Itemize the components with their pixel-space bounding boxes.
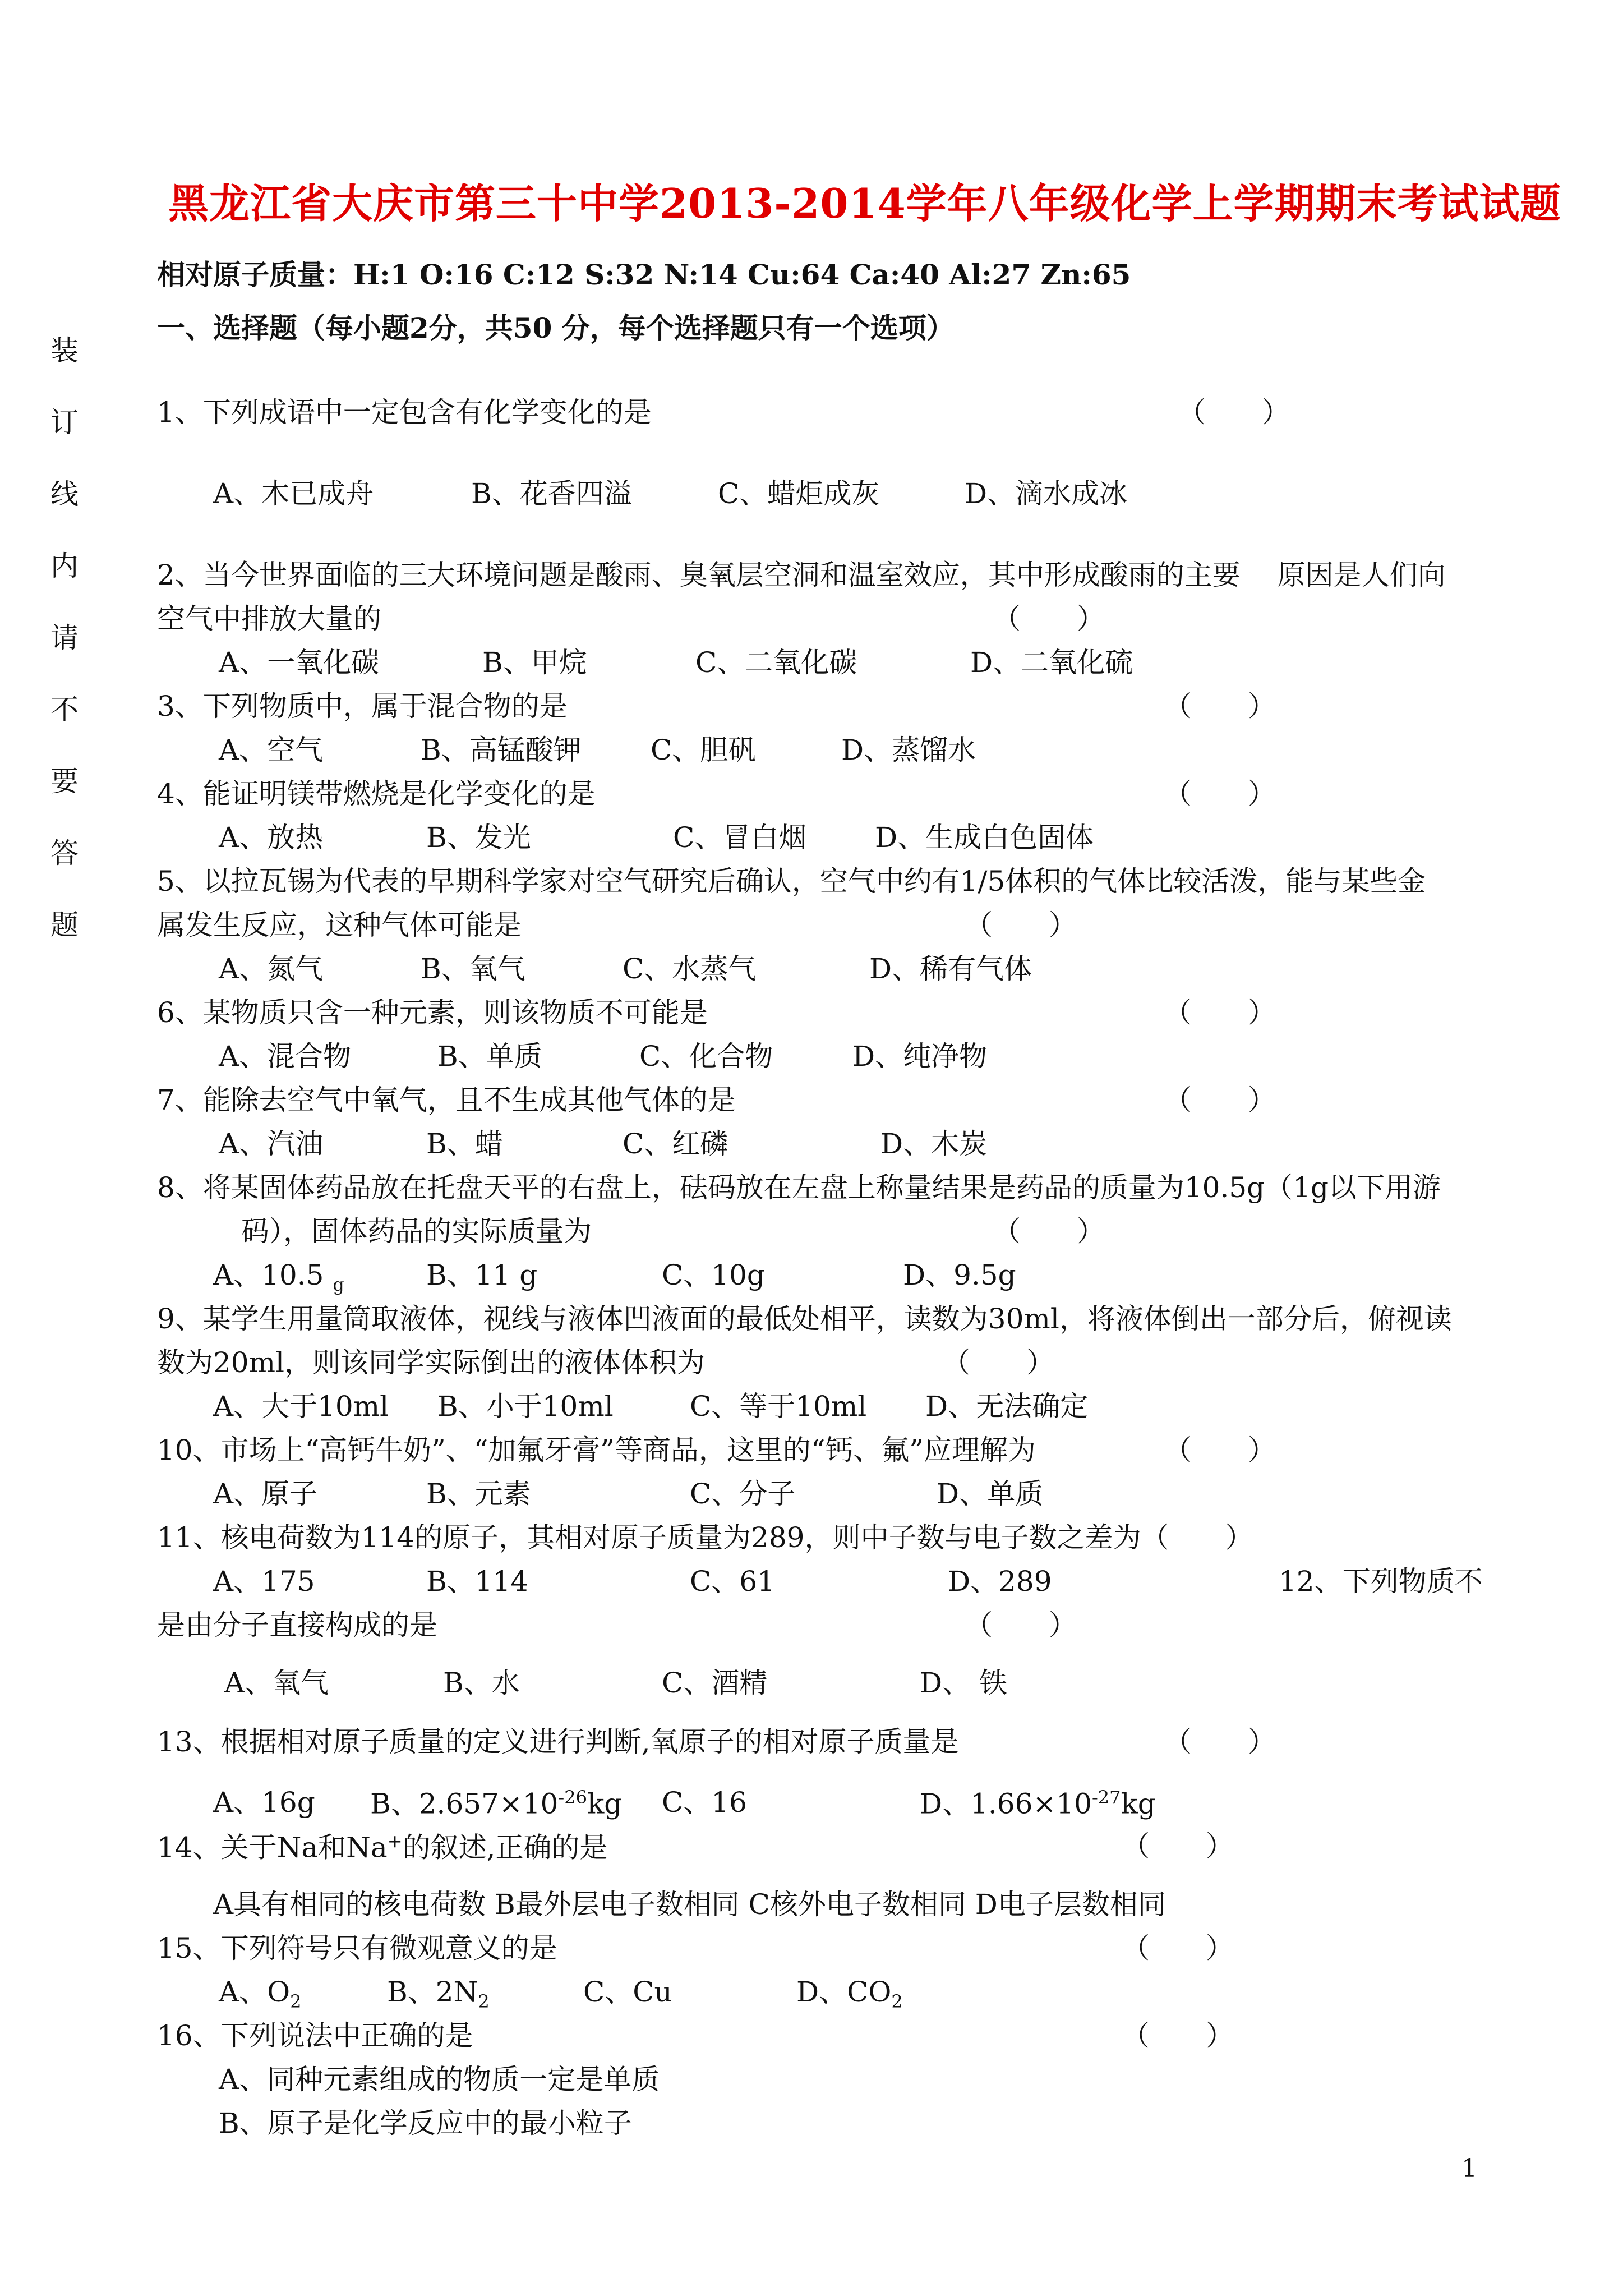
q15-a-sub: 2: [290, 1991, 302, 2012]
q13-d-exponent: -27: [1091, 1787, 1121, 1808]
answer-blank: （ ）: [1122, 2019, 1234, 2052]
q1-option-d: D、滴水成冰: [965, 477, 1128, 510]
answer-blank: （ ）: [1164, 1434, 1276, 1466]
q12-option-d: D、 铁: [920, 1667, 1007, 1699]
q15-option-d: [796, 1978, 903, 2010]
q5-option-a: A、氮气: [219, 953, 324, 985]
q5-option-b: B、氧气: [421, 953, 525, 985]
q9-option-b: B、小于10ml: [437, 1390, 614, 1423]
q11-option-d: D、289: [948, 1565, 1052, 1598]
q13-option-b: [370, 1788, 622, 1818]
q15-option-b: [387, 1978, 490, 2010]
q10-option-c: C、分子: [690, 1478, 796, 1510]
q14-stem-pre: 14、关于Na和Na: [157, 1831, 388, 1864]
q8-option-c: C、10g: [662, 1259, 765, 1291]
question-5-stem: 5、以拉瓦锡为代表的早期科学家对空气研究后确认，空气中约有1/5体积的气体比较活泼，能与某些金: [157, 865, 1426, 898]
answer-blank: （ ）: [965, 1609, 1077, 1641]
q7-option-d: D、木炭: [880, 1128, 988, 1160]
question-14-stem: [157, 1832, 607, 1862]
question-7-stem: 7、能除去空气中氧气，且不生成其他气体的是: [157, 1084, 736, 1116]
q15-a-base: A、O: [219, 1976, 291, 2008]
q15-b-sub: 2: [478, 1991, 490, 2012]
question-6-stem: 6、某物质只含一种元素，则该物质不可能是: [157, 996, 708, 1029]
q9-option-a: A、大于10ml: [213, 1390, 389, 1423]
question-15-stem: 15、下列符号只有微观意义的是: [157, 1932, 557, 1964]
q13-d-base: D、1.66×10: [920, 1787, 1092, 1820]
q6-option-a: A、混合物: [219, 1040, 352, 1073]
q15-b-base: B、2N: [387, 1976, 478, 2008]
page-number: 1: [1461, 2154, 1477, 2183]
answer-blank: （ ）: [1164, 996, 1276, 1029]
side-char: 答: [50, 837, 79, 869]
q15-d-sub: 2: [891, 1991, 903, 2012]
section-heading: 一、选择题（每小题2分，共50 分，每个选择题只有一个选项）: [157, 311, 955, 344]
q2-option-d: D、二氧化硫: [970, 646, 1133, 679]
question-5-stem-cont: 属发生反应，这种气体可能是: [157, 909, 522, 941]
q4-option-d: D、生成白色固体: [875, 821, 1094, 854]
q13-d-unit: kg: [1121, 1787, 1156, 1820]
answer-blank: （ ）: [965, 909, 1077, 941]
q1-option-c: C、蜡炬成灰: [718, 477, 880, 510]
q10-option-d: D、单质: [937, 1478, 1044, 1510]
answer-blank: （ ）: [1122, 1932, 1234, 1964]
binding-line-notice: [50, 334, 84, 983]
question-12-stem: 12、下列物质不: [1279, 1565, 1483, 1598]
q3-option-b: B、高锰酸钾: [421, 734, 582, 766]
q13-option-c: C、16: [662, 1786, 747, 1819]
q8-option-d: D、9.5g: [903, 1259, 1016, 1291]
question-4-stem: 4、能证明镁带燃烧是化学变化的是: [157, 777, 596, 810]
q11-option-b: B、114: [426, 1565, 529, 1598]
question-2-stem-cont: 空气中排放大量的: [157, 602, 381, 635]
q16-option-a: A、同种元素组成的物质一定是单质: [219, 2063, 660, 2096]
question-8-stem: 8、将某固体药品放在托盘天平的右盘上，砝码放在左盘上称量结果是药品的质量为10.5g（1g以下用游: [157, 1171, 1441, 1204]
answer-blank: （ ）: [942, 1346, 1054, 1379]
q6-option-c: C、化合物: [639, 1040, 773, 1073]
q15-d-base: D、CO: [796, 1976, 892, 2008]
side-char: 不: [50, 693, 79, 726]
side-char: 要: [50, 765, 79, 798]
q6-option-b: B、单质: [437, 1040, 542, 1073]
answer-blank: （ ）: [1164, 1726, 1276, 1758]
q15-option-a: [219, 1978, 301, 2010]
q12-option-b: B、水: [443, 1667, 520, 1699]
q10-option-a: A、原子: [213, 1478, 318, 1510]
answer-blank: （ ）: [993, 1215, 1105, 1248]
q10-option-b: B、元素: [426, 1478, 531, 1510]
answer-blank: （ ）: [1164, 777, 1276, 810]
question-3-stem: 3、下列物质中，属于混合物的是: [157, 690, 568, 723]
answer-blank: （ ）: [1122, 1830, 1234, 1862]
answer-blank: （ ）: [1178, 396, 1290, 429]
question-12-stem-cont: 是由分子直接构成的是: [157, 1609, 437, 1641]
q4-option-c: C、冒白烟: [673, 821, 807, 854]
q5-option-d: D、稀有气体: [869, 953, 1032, 985]
q3-option-a: A、空气: [219, 734, 324, 766]
side-char: 订: [50, 406, 79, 439]
atomic-mass-line: 相对原子质量：H:1 O:16 C:12 S:32 N:14 Cu:64 Ca:40 Al:27 Zn:65: [157, 258, 1131, 291]
q8-option-a: [213, 1261, 344, 1294]
q8-option-b: B、11 g: [426, 1259, 538, 1291]
q3-option-c: C、胆矾: [651, 734, 757, 766]
side-char: 题: [50, 909, 79, 941]
q13-b-exponent: -26: [558, 1787, 587, 1808]
q13-b-unit: kg: [587, 1787, 623, 1820]
q11-option-a: A、175: [213, 1565, 315, 1598]
q11-option-c: C、61: [690, 1565, 775, 1598]
q7-option-b: B、蜡: [426, 1128, 503, 1160]
q16-option-b: B、原子是化学反应中的最小粒子: [219, 2107, 632, 2139]
question-9-stem-cont: 数为20ml，则该同学实际倒出的液体体积为: [157, 1346, 706, 1379]
q13-option-a: A、16g: [213, 1786, 315, 1819]
answer-blank: （ ）: [993, 602, 1105, 635]
q2-option-c: C、二氧化碳: [695, 646, 857, 679]
q1-option-a: A、木已成舟: [213, 477, 374, 510]
question-10-stem: 10、市场上“高钙牛奶”、“加氟牙膏”等商品，这里的“钙、氟”应理解为: [157, 1434, 1036, 1466]
q4-option-b: B、发光: [426, 821, 531, 854]
side-char: 线: [50, 478, 79, 510]
side-char: 请: [50, 622, 79, 654]
q14-stem-post: 的叙述,正确的是: [402, 1831, 608, 1864]
answer-blank: （ ）: [1164, 1084, 1276, 1116]
q6-option-d: D、纯净物: [852, 1040, 988, 1073]
question-11-stem: 11、核电荷数为114的原子，其相对原子质量为289，则中子数与电子数之差为（ ）: [157, 1521, 1253, 1554]
q14-options: A具有相同的核电荷数 B最外层电子数相同 C核外电子数相同 D电子层数相同: [213, 1888, 1166, 1921]
q7-option-c: C、红磷: [623, 1128, 728, 1160]
q12-option-a: A、氧气: [224, 1667, 329, 1699]
page-title: 黑龙江省大庆市第三十中学2013-2014学年八年级化学上学期期末考试试题: [168, 180, 1561, 227]
q12-option-c: C、酒精: [662, 1667, 768, 1699]
side-char: 内: [50, 550, 79, 582]
q7-option-a: A、汽油: [219, 1128, 324, 1160]
question-16-stem: 16、下列说法中正确的是: [157, 2019, 473, 2052]
answer-blank: （ ）: [1164, 690, 1276, 723]
q9-option-c: C、等于10ml: [690, 1390, 867, 1423]
question-8-stem-cont: 码），固体药品的实际质量为: [241, 1215, 592, 1248]
q14-stem-charge: +: [387, 1830, 403, 1852]
question-1-stem: 1、下列成语中一定包含有化学变化的是: [157, 396, 652, 429]
q4-option-a: A、放热: [219, 821, 324, 854]
question-2-stem: 2、当今世界面临的三大环境问题是酸雨、臭氧层空洞和温室效应，其中形成酸雨的主要 原因是人们向: [157, 559, 1446, 591]
q1-option-b: B、花香四溢: [471, 477, 632, 510]
side-char: 装: [50, 334, 79, 367]
q13-b-base: B、2.657×10: [370, 1787, 559, 1820]
question-13-stem: 13、根据相对原子质量的定义进行判断,氧原子的相对原子质量是: [157, 1726, 959, 1758]
question-9-stem: 9、某学生用量筒取液体，视线与液体凹液面的最低处相平，读数为30ml，将液体倒出一部分后，俯视读: [157, 1303, 1452, 1335]
q9-option-d: D、无法确定: [925, 1390, 1089, 1423]
q2-option-b: B、甲烷: [482, 646, 587, 679]
q5-option-c: C、水蒸气: [623, 953, 757, 985]
q8-option-a-value: A、10.5: [213, 1259, 324, 1291]
q8-option-a-unit: g: [333, 1274, 344, 1295]
q15-option-c: C、Cu: [583, 1976, 672, 2008]
q2-option-a: A、一氧化碳: [219, 646, 380, 679]
q3-option-d: D、蒸馏水: [841, 734, 976, 766]
q13-option-d: [920, 1788, 1156, 1818]
